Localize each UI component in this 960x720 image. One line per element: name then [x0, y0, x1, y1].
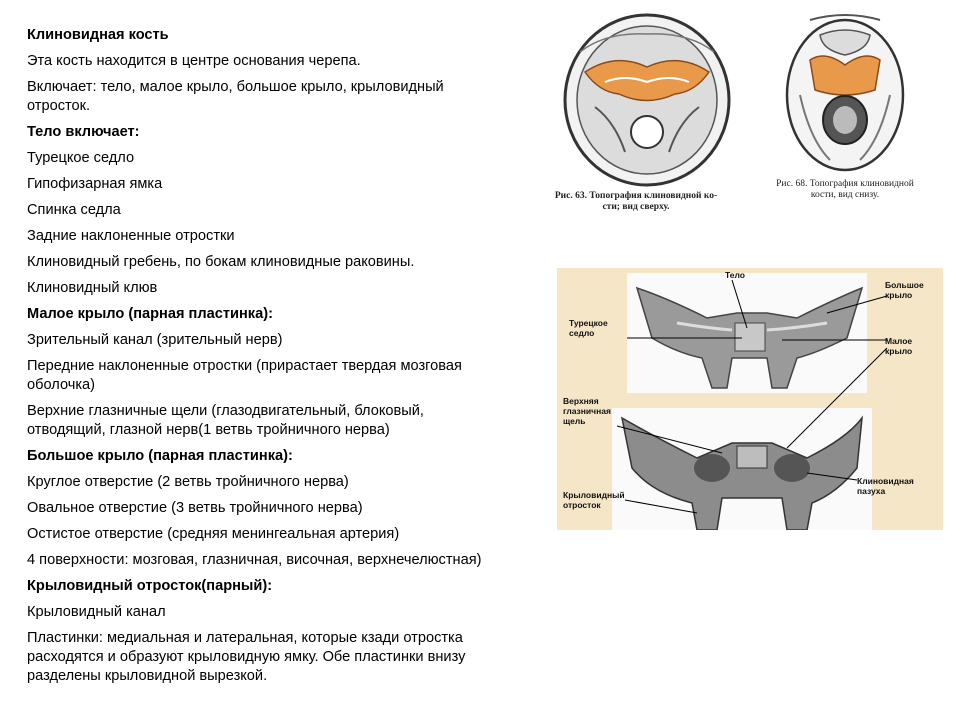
text-line: Спинка седла	[27, 202, 121, 218]
text-line: 4 поверхности: мозговая, глазничная, височная, верхнечелюстная)	[27, 552, 482, 568]
figure-skull-top-view	[555, 12, 740, 187]
figure-68-caption: Рис. 68. Топография клиновидной кости, вид снизу.	[776, 179, 914, 200]
section-heading: Тело включает:	[27, 124, 140, 140]
label-lesser-wing: Малое крыло	[885, 336, 913, 356]
text-line: Остистое отверстие (средняя менингеальная артерия)	[27, 526, 400, 542]
text-line: отводящий, глазной нерв(1 ветвь тройничного нерва)	[27, 422, 390, 438]
text-line: Овальное отверстие (3 ветвь тройничного нерва)	[27, 500, 363, 516]
text-line: Гипофизарная ямка	[27, 176, 163, 192]
text-line: Задние наклоненные отростки	[27, 228, 235, 244]
text-line: Пластинки: медиальная и латеральная, которые кзади отростка	[27, 630, 463, 646]
label-body: Тело	[725, 270, 745, 280]
text-line: Верхние глазничные щели (глазодвигательный, блоковый,	[27, 403, 424, 419]
text-line: Турецкое седло	[27, 150, 135, 166]
text-line: Клиновидный клюв	[27, 280, 158, 296]
text-line: разделены крыловидной вырезкой.	[27, 668, 268, 684]
text-line: Клиновидный гребень, по бокам клиновидные раковины.	[27, 254, 415, 270]
skull-top-illustration	[555, 12, 740, 187]
text-line: Эта кость находится в центре основания черепа.	[27, 53, 361, 69]
text-line: Включает: тело, малое крыло, большое крыло, крыловидный	[27, 79, 444, 95]
section-heading: Малое крыло (парная пластинка):	[27, 306, 273, 322]
text-line: отросток.	[27, 98, 91, 114]
section-heading: Крыловидный отросток(парный):	[27, 578, 273, 594]
section-heading: Клиновидная кость	[27, 27, 169, 43]
text-line: Крыловидный канал	[27, 604, 166, 620]
label-pterygoid-process: Крыловидный отросток	[563, 490, 625, 510]
section-heading: Большое крыло (парная пластинка):	[27, 448, 293, 464]
figure-skull-bottom-view	[780, 10, 910, 175]
label-greater-wing: Большое крыло	[885, 280, 924, 300]
sphenoid-labeled-panel	[557, 268, 943, 530]
text-line: Круглое отверстие (2 ветвь тройничного нерва)	[27, 474, 349, 490]
label-sphenoid-sinus: Клиновидная пазуха	[857, 476, 914, 496]
figure-63-caption: Рис. 63. Топография клиновидной ко- сти; вид сверху.	[554, 191, 718, 212]
text-line: оболочка)	[27, 377, 96, 393]
text-line: Зрительный канал (зрительный нерв)	[27, 332, 283, 348]
text-line: Передние наклоненные отростки (прирастает твердая мозговая	[27, 358, 462, 374]
text-column	[27, 26, 562, 686]
text-line: расходятся и образуют крыловидную ямку. Обе пластинки внизу	[27, 649, 466, 665]
skull-bottom-illustration	[780, 10, 910, 175]
label-superior-orbital-fissure: Верхняя глазничная щель	[563, 396, 611, 426]
label-sella-turcica: Турецкое седло	[569, 318, 608, 338]
